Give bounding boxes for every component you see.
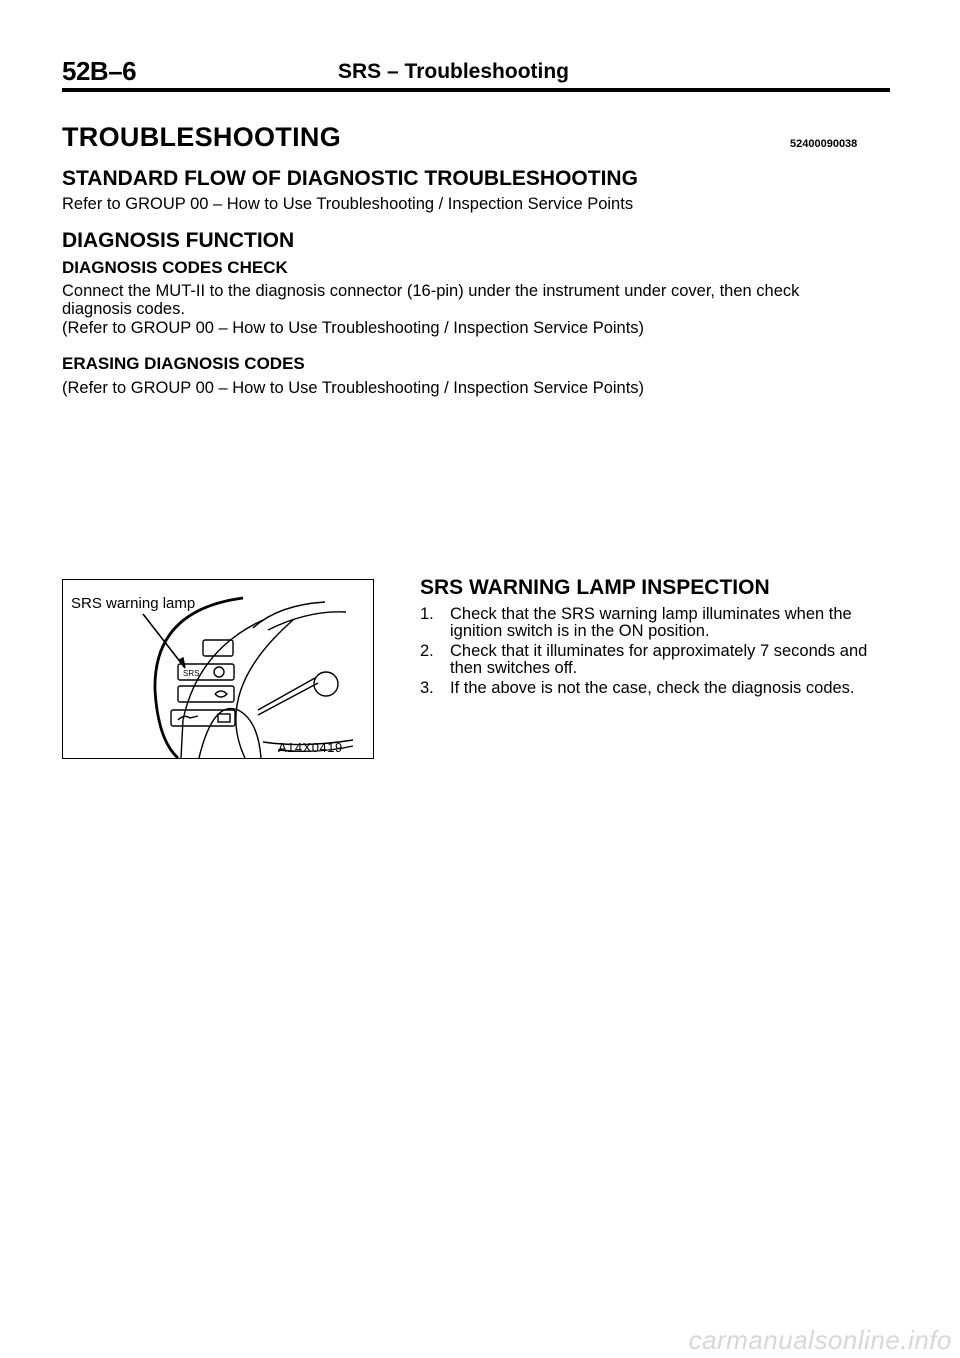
document-id: 52400090038	[790, 138, 858, 150]
list-item-number: 3.	[420, 679, 434, 697]
list-item	[420, 680, 890, 700]
figure-label: SRS warning lamp	[71, 595, 196, 612]
list-item-line: If the above is not the case, check the diagnosis codes.	[450, 679, 855, 697]
codes-check-line-2: diagnosis codes.	[62, 300, 185, 318]
diagnosis-codes-check-heading: DIAGNOSIS CODES CHECK	[62, 258, 288, 277]
codes-check-line-1: Connect the MUT-II to the diagnosis connector (16-pin) under the instrument under cover, then check	[62, 282, 800, 300]
list-item-line: Check that it illuminates for approximately 7 seconds and	[450, 642, 868, 660]
list-item-line: Check that the SRS warning lamp illuminates when the	[450, 605, 852, 623]
erasing-codes-heading: ERASING DIAGNOSIS CODES	[62, 354, 305, 373]
erasing-codes-text: (Refer to GROUP 00 – How to Use Troubleshooting / Inspection Service Points)	[62, 379, 645, 397]
header-rule	[62, 88, 890, 92]
srs-lamp-text: SRS	[183, 669, 200, 678]
standard-flow-heading: STANDARD FLOW OF DIAGNOSTIC TROUBLESHOOTING	[62, 167, 638, 190]
section-title: SRS – Troubleshooting	[338, 60, 570, 83]
list-item-number: 2.	[420, 642, 434, 660]
warning-lamp-inspection-heading: SRS WARNING LAMP INSPECTION	[420, 576, 770, 599]
list-item-number: 1.	[420, 605, 434, 623]
figure-code: A14X0419	[278, 740, 343, 755]
list-item-line: then switches off.	[450, 659, 578, 677]
diagnosis-function-heading: DIAGNOSIS FUNCTION	[62, 229, 295, 252]
standard-flow-text: Refer to GROUP 00 – How to Use Troubleshooting / Inspection Service Points	[62, 195, 634, 213]
page-number: 52B–6	[62, 56, 137, 86]
codes-check-line-3: (Refer to GROUP 00 – How to Use Troubleshooting / Inspection Service Points)	[62, 319, 645, 337]
list-item	[420, 606, 890, 642]
list-item	[420, 643, 890, 679]
list-item-line: ignition switch is in the ON position.	[450, 622, 710, 640]
warning-lamp-figure	[62, 579, 374, 759]
page-title: TROUBLESHOOTING	[62, 122, 341, 152]
footer-watermark: carmanualsonline.info	[688, 1325, 952, 1355]
